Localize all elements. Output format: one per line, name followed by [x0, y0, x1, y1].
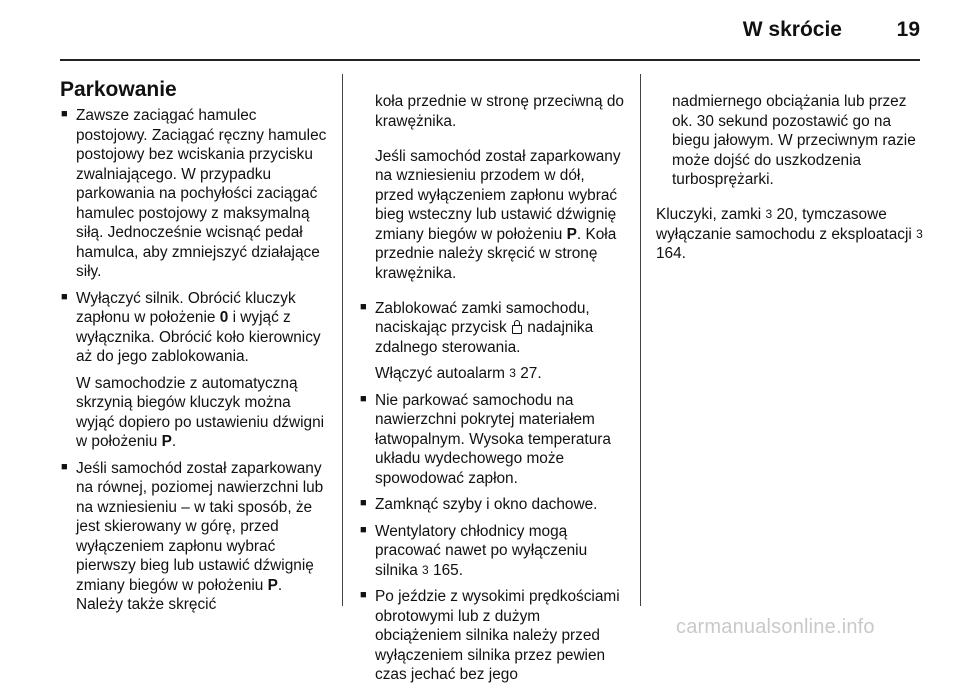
- paragraph: ■ Wyłączyć silnik. Obrócić kluczyk zapłonu w położenie 0 i wyjąć z wyłącznika. Obrócić koło kierownicy aż do jego zablokowania.: [76, 289, 321, 365]
- paragraph: ■ Po jeździe z wysokimi prędkościami obrotowymi lub z dużym obciążeniem silnika należy przed wyłączeniem silnika przez pewien czas jechać bez jego: [375, 588, 620, 684]
- paragraph: ■ Zablokować zamki samochodu, naciskając przycisk nadajnika zdalnego sterowania.: [375, 299, 594, 356]
- list-item: [359, 299, 627, 384]
- column-3: [656, 77, 928, 264]
- page-reference[interactable]: 164.: [656, 245, 686, 263]
- paragraph: ■ Zawsze zaciągać hamulec postojowy. Zaciągać ręczny hamulec postojowy bez wciskania przycisku zwalniającego. W przypadku parkowania na pochyłości zaciągać hamulec postojowy z maksymalną siłą. Jednocześnie wcisnąć pedał hamulca, aby zmniejszyć działające siły.: [76, 107, 327, 280]
- list-item: [60, 106, 328, 282]
- paragraph: nadmiernego obciążania lub przez ok. 30 sekund pozostawić go na biegu jałowym. W przeciwnym razie może dojść do uszkodzenia turbosprężarki.: [672, 93, 916, 189]
- page-reference[interactable]: 20, tymczasowe wyłączanie samochodu z eksploatacji: [656, 206, 917, 243]
- list-item: [359, 495, 627, 515]
- list-item: [60, 289, 328, 452]
- lock-icon: [512, 320, 522, 333]
- column-1: [60, 66, 328, 622]
- list-item: [359, 587, 627, 685]
- paragraph: ■ Zamknąć szyby i okno dachowe.: [375, 496, 598, 514]
- continued-item: [656, 92, 928, 190]
- page-number: 19: [896, 18, 920, 41]
- paragraph: W samochodzie z automatyczną skrzynią biegów kluczyk można wyjąć dopiero po ustawieniu dźwigni w położeniu P.: [76, 374, 325, 450]
- list-item: [60, 459, 328, 615]
- paragraph: Jeśli samochód został zaparkowany na wzniesieniu przodem w dół, przed wyłączeniem zapłonu wybrać bieg wsteczny lub ustawić dźwignię zmiany biegów w położeniu P. Koła przednie należy skręcić w stronę krawężnika.: [375, 147, 621, 282]
- column-divider-1: [342, 74, 343, 606]
- continued-item: [359, 92, 627, 283]
- paragraph: koła przednie w stronę przeciwną do krawężnika.: [375, 93, 624, 130]
- paragraph: ■ Nie parkować samochodu na nawierzchni pokrytej materiałem łatwopalnym. Wysoka temperatura układu wydechowego może spowodować zapłon.: [375, 391, 611, 487]
- paragraph: Kluczyki, zamki 3 20, tymczasowe wyłączanie samochodu z eksploatacji 3 164.: [656, 206, 923, 263]
- reference-arrow-icon: 3: [916, 226, 923, 241]
- reference-arrow-icon: 3: [422, 562, 429, 577]
- header-title: W skrócie: [742, 18, 842, 41]
- paragraph: Włączyć autoalarm 3 27.: [375, 365, 542, 383]
- paragraph: ■ Wentylatory chłodnicy mogą pracować nawet po wyłączeniu silnika 3 165.: [375, 522, 588, 579]
- cross-reference-paragraph: [656, 205, 928, 264]
- watermark: carmanualsonline.info: [676, 616, 875, 638]
- section-title: Parkowanie: [60, 78, 177, 101]
- paragraph: ■ Jeśli samochód został zaparkowany na równej, poziomej nawierzchni lub na wzniesieniu – w taki sposób, że jest skierowany w górę, przed wyłączeniem zapłonu wybrać pierwszy bieg lub ustawić dźwignię zmiany biegów w położeniu P. Należy także skręcić: [76, 459, 324, 613]
- column-2: [359, 77, 627, 692]
- page-reference[interactable]: 165.: [433, 561, 463, 579]
- reference-arrow-icon: 3: [509, 366, 516, 381]
- page-reference[interactable]: 27.: [520, 365, 542, 383]
- list-item: [359, 391, 627, 489]
- header-rule: [60, 59, 920, 61]
- reference-arrow-icon: 3: [765, 207, 773, 222]
- column-divider-2: [640, 74, 641, 606]
- list-item: [359, 522, 627, 581]
